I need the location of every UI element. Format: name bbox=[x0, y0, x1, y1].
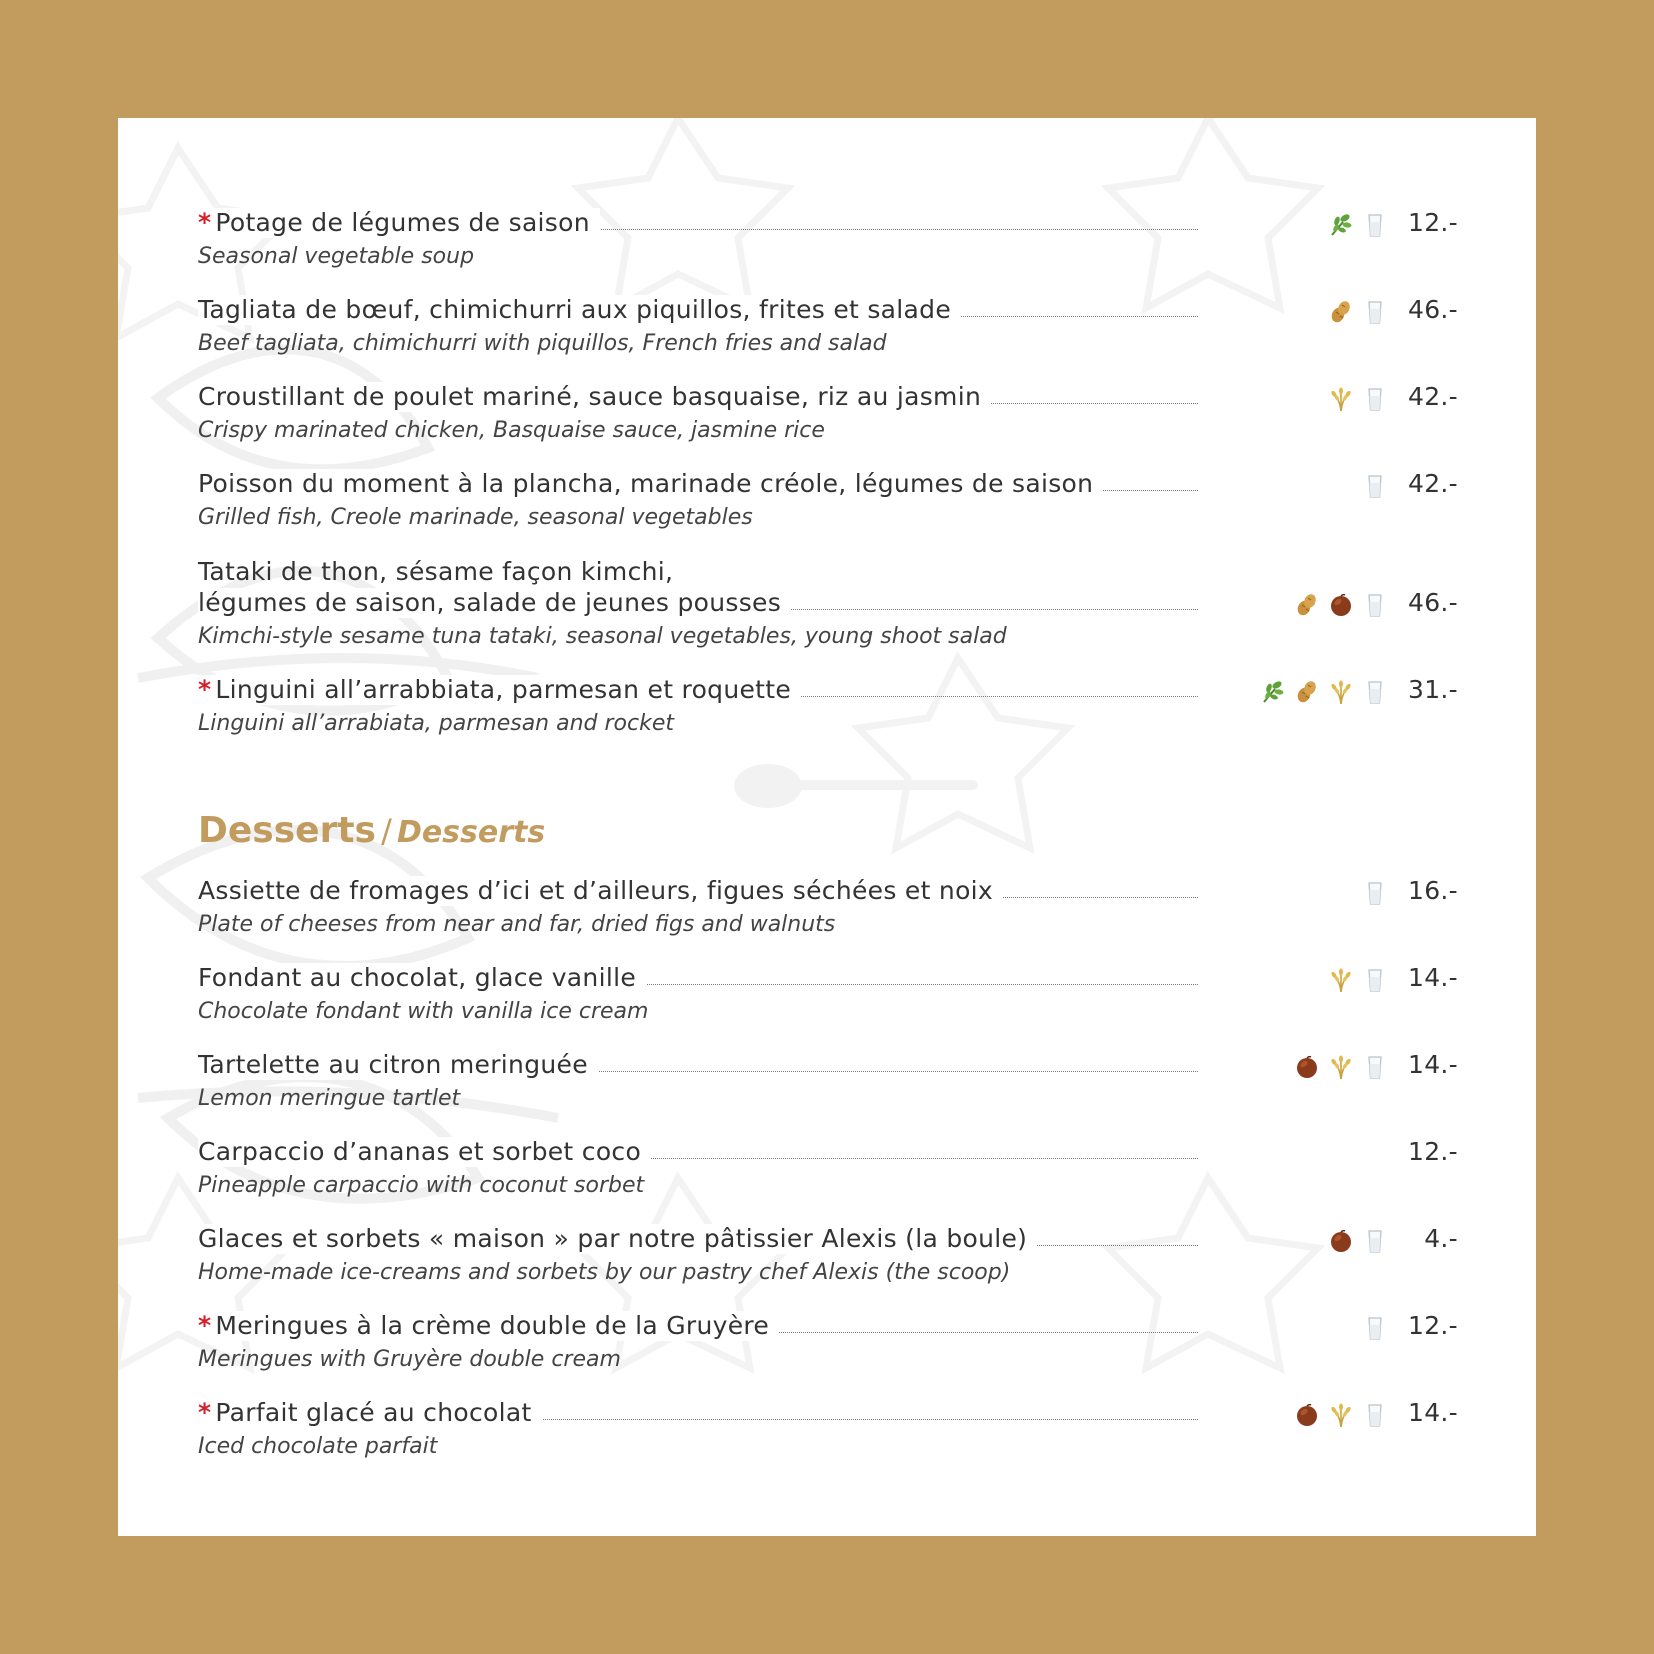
item-name-fr-text: Tagliata de bœuf, chimichurri aux piquillos, frites et salade bbox=[198, 295, 952, 324]
milk-icon bbox=[1362, 1315, 1388, 1341]
item-name-fr-text: Meringues à la crème double de la Gruyère bbox=[215, 1311, 770, 1340]
milk-icon bbox=[1362, 1228, 1388, 1254]
item-name-row bbox=[198, 295, 1458, 329]
desserts-title-fr: Desserts bbox=[198, 810, 376, 851]
item-name-fr bbox=[198, 1311, 779, 1341]
item-name-row bbox=[198, 588, 1458, 622]
milk-icon bbox=[1362, 473, 1388, 499]
celery-icon bbox=[1260, 679, 1286, 705]
item-name-en: Pineapple carpaccio with coconut sorbet bbox=[198, 1173, 645, 1198]
item-price: 12.- bbox=[1408, 208, 1458, 237]
item-name-en: Meringues with Gruyère double cream bbox=[198, 1347, 621, 1372]
house-special-star: * bbox=[198, 208, 212, 237]
desserts-title-separator: / bbox=[381, 812, 392, 850]
nut-icon bbox=[1294, 1402, 1320, 1428]
house-special-star: * bbox=[198, 1398, 212, 1427]
item-name-en: Home-made ice-creams and sorbets by our pastry chef Alexis (the scoop) bbox=[198, 1260, 1011, 1285]
item-name-fr bbox=[198, 1137, 651, 1167]
item-name-row bbox=[198, 1398, 1458, 1432]
item-name-fr bbox=[198, 1050, 598, 1080]
gluten-icon bbox=[1328, 386, 1354, 412]
item-price: 16.- bbox=[1408, 876, 1458, 905]
item-price: 31.- bbox=[1408, 675, 1458, 704]
gluten-icon bbox=[1328, 967, 1354, 993]
gluten-icon bbox=[1328, 679, 1354, 705]
menu-item bbox=[198, 382, 1458, 446]
item-name-en: Beef tagliata, chimichurri with piquillos, French fries and salad bbox=[198, 331, 887, 356]
menu-item bbox=[198, 1050, 1458, 1114]
peanut-icon bbox=[1328, 299, 1354, 325]
item-price: 12.- bbox=[1408, 1311, 1458, 1340]
item-name-row bbox=[198, 1311, 1458, 1345]
allergen-icons bbox=[1218, 384, 1388, 414]
item-name-fr-text: Fondant au chocolat, glace vanille bbox=[198, 963, 636, 992]
menu-item bbox=[198, 1398, 1458, 1462]
item-name-fr-text: Tartelette au citron meringuée bbox=[198, 1050, 588, 1079]
item-name-fr bbox=[198, 963, 646, 993]
menu-item bbox=[198, 208, 1458, 272]
item-name-row bbox=[198, 469, 1458, 503]
item-name-fr-line1: Tataki de thon, sésame façon kimchi, bbox=[198, 557, 674, 586]
item-name-fr bbox=[198, 295, 961, 325]
desserts-title-en: Desserts bbox=[396, 815, 546, 850]
item-name-fr-text: Assiette de fromages d’ici et d’ailleurs, figues séchées et noix bbox=[198, 876, 994, 905]
allergen-icons bbox=[1218, 1052, 1388, 1082]
house-special-star: * bbox=[198, 1311, 212, 1340]
menu-item bbox=[198, 556, 1458, 652]
item-name-fr bbox=[198, 876, 1003, 906]
item-name-en: Grilled fish, Creole marinade, seasonal vegetables bbox=[198, 505, 753, 530]
milk-icon bbox=[1362, 1402, 1388, 1428]
item-name-fr-text: légumes de saison, salade de jeunes pousses bbox=[198, 588, 782, 617]
milk-icon bbox=[1362, 212, 1388, 238]
item-name-fr bbox=[198, 1398, 542, 1428]
item-price: 12.- bbox=[1408, 1137, 1458, 1166]
item-price: 42.- bbox=[1408, 469, 1458, 498]
allergen-icons bbox=[1218, 210, 1388, 240]
item-name-row bbox=[198, 1224, 1458, 1258]
item-name-fr-text: Carpaccio d’ananas et sorbet coco bbox=[198, 1137, 642, 1166]
gluten-icon bbox=[1328, 1402, 1354, 1428]
item-price: 14.- bbox=[1408, 1398, 1458, 1427]
milk-icon bbox=[1362, 592, 1388, 618]
item-name-en: Lemon meringue tartlet bbox=[198, 1086, 461, 1111]
allergen-icons bbox=[1218, 677, 1388, 707]
milk-icon bbox=[1362, 1054, 1388, 1080]
allergen-icons bbox=[1218, 1226, 1388, 1256]
item-name-fr bbox=[198, 675, 801, 705]
item-name-fr-text: Parfait glacé au chocolat bbox=[215, 1398, 532, 1427]
item-price: 42.- bbox=[1408, 382, 1458, 411]
gluten-icon bbox=[1328, 1054, 1354, 1080]
item-name-fr-text: Poisson du moment à la plancha, marinade créole, légumes de saison bbox=[198, 469, 1094, 498]
menu-item bbox=[198, 963, 1458, 1027]
item-name-row bbox=[198, 963, 1458, 997]
item-name-en: Plate of cheeses from near and far, dried figs and walnuts bbox=[198, 912, 836, 937]
item-name-en: Crispy marinated chicken, Basquaise sauce, jasmine rice bbox=[198, 418, 825, 443]
item-price: 4.- bbox=[1424, 1224, 1458, 1253]
menu-item bbox=[198, 469, 1458, 533]
item-name-fr bbox=[198, 469, 1103, 499]
peanut-icon bbox=[1294, 592, 1320, 618]
allergen-icons bbox=[1218, 965, 1388, 995]
allergen-icons bbox=[1218, 1139, 1388, 1169]
item-price: 14.- bbox=[1408, 963, 1458, 992]
nut-icon bbox=[1328, 1228, 1354, 1254]
menu-page bbox=[118, 118, 1536, 1536]
item-name-en: Iced chocolate parfait bbox=[198, 1434, 438, 1459]
house-special-star: * bbox=[198, 675, 212, 704]
item-name-row bbox=[198, 1137, 1458, 1171]
item-name-fr bbox=[198, 208, 600, 238]
milk-icon bbox=[1362, 880, 1388, 906]
allergen-icons bbox=[1218, 297, 1388, 327]
item-name-en: Linguini all’arrabiata, parmesan and rocket bbox=[198, 711, 675, 736]
item-name-en: Chocolate fondant with vanilla ice cream bbox=[198, 999, 649, 1024]
peanut-icon bbox=[1294, 679, 1320, 705]
menu-item bbox=[198, 1224, 1458, 1288]
item-name-en: Kimchi-style sesame tuna tataki, seasonal vegetables, young shoot salad bbox=[198, 624, 1007, 649]
item-name-row bbox=[198, 382, 1458, 416]
milk-icon bbox=[1362, 679, 1388, 705]
item-name-row bbox=[198, 675, 1458, 709]
item-name-row bbox=[198, 208, 1458, 242]
milk-icon bbox=[1362, 299, 1388, 325]
milk-icon bbox=[1362, 386, 1388, 412]
allergen-icons bbox=[1218, 1400, 1388, 1430]
item-name-fr-text: Croustillant de poulet mariné, sauce basquaise, riz au jasmin bbox=[198, 382, 982, 411]
milk-icon bbox=[1362, 967, 1388, 993]
item-name-fr-text: Linguini all’arrabbiata, parmesan et roquette bbox=[215, 675, 792, 704]
item-name-fr-text: Potage de légumes de saison bbox=[215, 208, 590, 237]
item-name-fr bbox=[198, 382, 991, 412]
desserts-heading bbox=[198, 810, 545, 851]
menu-item bbox=[198, 876, 1458, 940]
menu-item bbox=[198, 1311, 1458, 1375]
item-price: 14.- bbox=[1408, 1050, 1458, 1079]
item-name-en: Seasonal vegetable soup bbox=[198, 244, 475, 269]
nut-icon bbox=[1328, 592, 1354, 618]
celery-icon bbox=[1328, 212, 1354, 238]
item-name-row bbox=[198, 876, 1458, 910]
item-name-fr bbox=[198, 588, 791, 618]
item-name-fr bbox=[198, 1224, 1037, 1254]
allergen-icons bbox=[1218, 590, 1388, 620]
item-name-fr-text: Glaces et sorbets « maison » par notre pâtissier Alexis (la boule) bbox=[198, 1224, 1028, 1253]
allergen-icons bbox=[1218, 1313, 1388, 1343]
menu-item bbox=[198, 675, 1458, 739]
nut-icon bbox=[1294, 1054, 1320, 1080]
item-price: 46.- bbox=[1408, 295, 1458, 324]
menu-item bbox=[198, 295, 1458, 359]
allergen-icons bbox=[1218, 878, 1388, 908]
item-price: 46.- bbox=[1408, 588, 1458, 617]
menu-item bbox=[198, 1137, 1458, 1201]
allergen-icons bbox=[1218, 471, 1388, 501]
item-name-row bbox=[198, 1050, 1458, 1084]
